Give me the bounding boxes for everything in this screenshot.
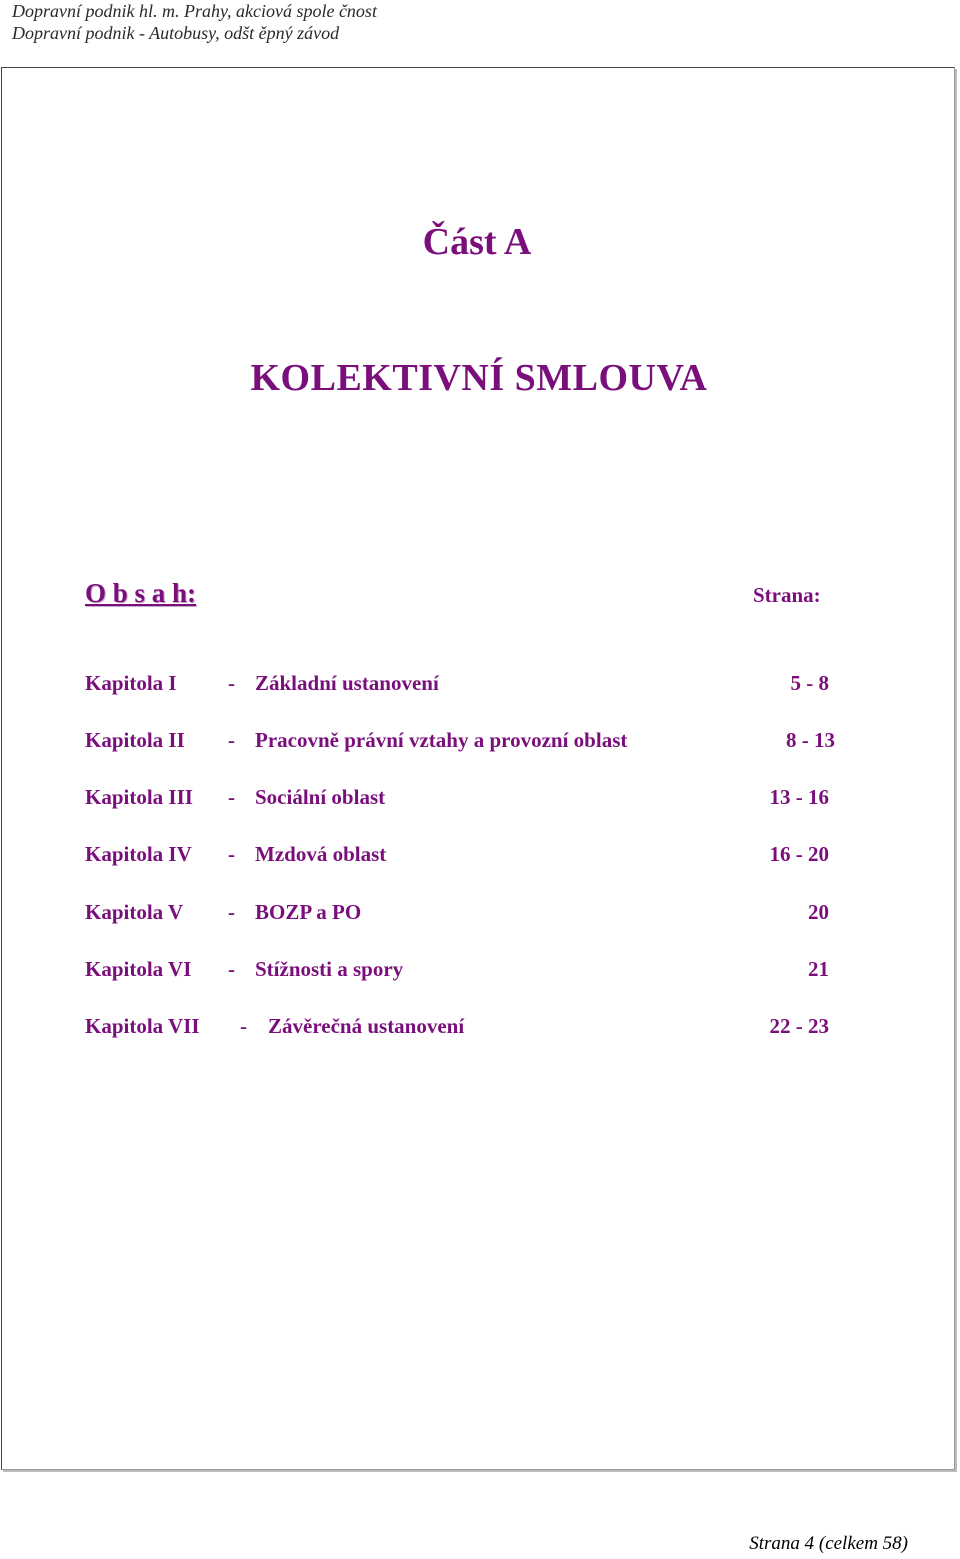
page-column-heading: Strana: [753, 583, 821, 607]
document-title: KOLEKTIVNÍ SMLOUVA [250, 357, 708, 399]
toc-pages: 22 - 23 [769, 1014, 829, 1038]
toc-chapter: Kapitola II [85, 728, 185, 752]
toc-chapter: Kapitola III [85, 785, 193, 809]
toc-dash: - [228, 728, 235, 752]
toc-title: Základní ustanovení [255, 671, 439, 695]
toc-row [0, 668, 954, 698]
toc-chapter: Kapitola VI [85, 957, 192, 981]
toc-dash: - [228, 957, 235, 981]
toc-row [0, 839, 954, 869]
toc-title: Stížnosti a spory [255, 957, 404, 981]
toc-pages: 13 - 16 [769, 785, 829, 809]
part-title: Část A [422, 221, 532, 263]
toc-pages: 8 - 13 [786, 728, 835, 752]
toc-row [0, 897, 954, 927]
toc-row [0, 725, 954, 755]
toc-chapter: Kapitola I [85, 671, 177, 695]
toc-dash: - [240, 1014, 247, 1038]
toc-pages: 16 - 20 [769, 842, 829, 866]
toc-heading: O b s a h: [85, 578, 197, 608]
toc-chapter: Kapitola IV [85, 842, 192, 866]
toc-title: Mzdová oblast [255, 842, 387, 866]
toc-row [0, 1011, 954, 1041]
header-company-line: Dopravní podnik hl. m. Prahy, akciová spole čnost [12, 1, 377, 21]
toc-row [0, 954, 954, 984]
toc-dash: - [228, 785, 235, 809]
page-number-footer: Strana 4 (celkem 58) [749, 1533, 908, 1554]
toc-title: Závěrečná ustanovení [268, 1014, 465, 1038]
toc-chapter: Kapitola VII [85, 1014, 200, 1038]
toc-title: BOZP a PO [255, 900, 362, 924]
toc-pages: 21 [808, 957, 829, 981]
toc-dash: - [228, 842, 235, 866]
toc-title: Pracovně právní vztahy a provozní oblast [255, 728, 628, 752]
toc-dash: - [228, 671, 235, 695]
header-division-line: Dopravní podnik - Autobusy, odšt ěpný závod [12, 23, 340, 43]
toc-title: Sociální oblast [255, 785, 386, 809]
toc-pages: 20 [808, 900, 829, 924]
page-frame [1, 67, 955, 1470]
toc-pages: 5 - 8 [790, 671, 829, 695]
toc-row [0, 782, 954, 812]
toc-dash: - [228, 900, 235, 924]
toc-chapter: Kapitola V [85, 900, 184, 924]
